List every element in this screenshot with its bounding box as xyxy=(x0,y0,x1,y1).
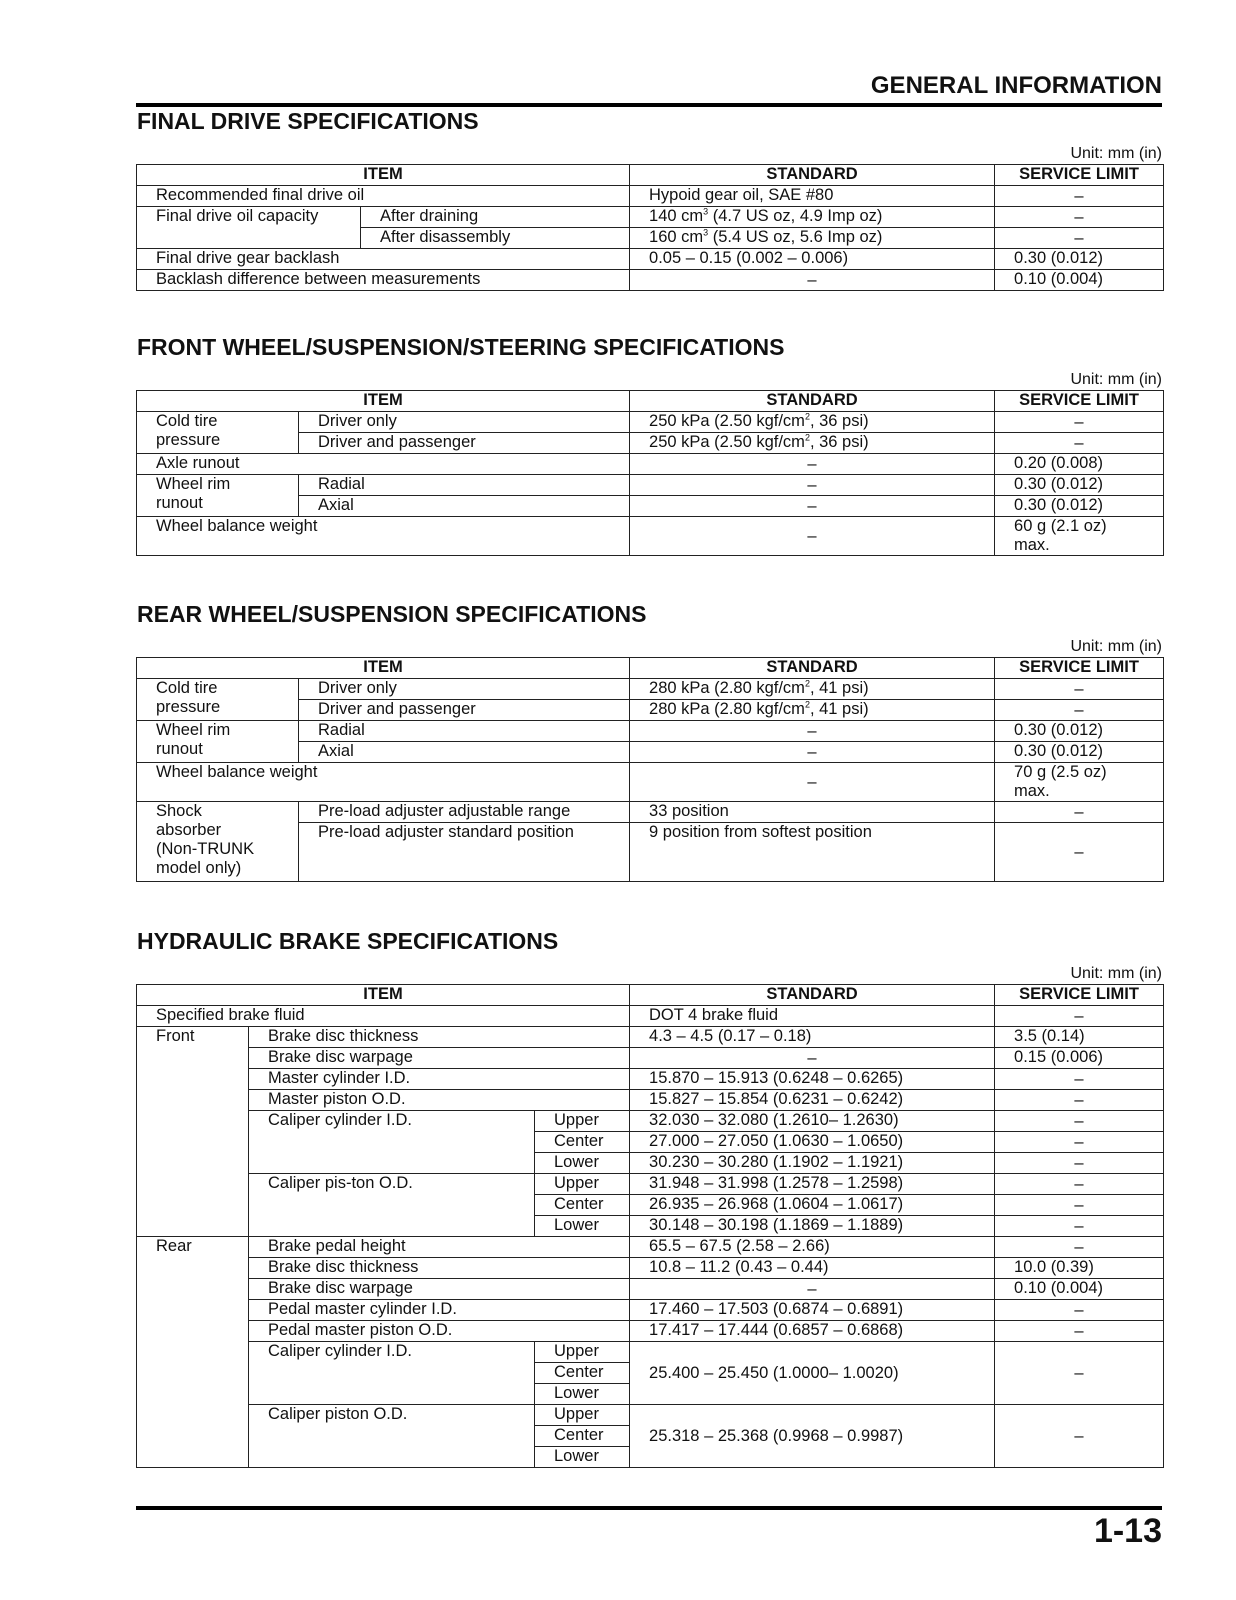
page-header-title: GENERAL INFORMATION xyxy=(870,72,1162,99)
table-row xyxy=(137,1342,1164,1363)
position-cell: Upper xyxy=(535,1111,630,1132)
item-cell: Pedal master piston O.D. xyxy=(249,1321,630,1342)
page-number: 1-13 xyxy=(1093,1512,1162,1550)
table-row xyxy=(137,475,1164,496)
standard-cell: 250 kPa (2.50 kgf/$cm^2$, 36 psi) xyxy=(630,433,995,454)
standard-cell: – xyxy=(630,1048,995,1069)
standard-cell: – xyxy=(630,721,995,742)
table-row xyxy=(137,1279,1164,1300)
limit-cell: 0.20 (0.008) xyxy=(995,454,1164,475)
front-wheel-table xyxy=(136,390,1164,556)
limit-cell: – xyxy=(995,802,1164,823)
sub-item-cell: Pre-load adjuster adjustable range xyxy=(299,802,630,823)
limit-cell: – xyxy=(995,1300,1164,1321)
table-row xyxy=(137,1258,1164,1279)
table-header-row xyxy=(137,165,1164,186)
sub-item-cell: Pre-load adjuster standard position xyxy=(299,823,630,882)
final-drive-title: FINAL DRIVE SPECIFICATIONS xyxy=(137,108,479,134)
limit-cell: – xyxy=(995,1111,1164,1132)
item-cell: Caliper cylinder I.D. xyxy=(249,1342,535,1405)
standard-cell: 17.417 – 17.444 (0.6857 – 0.6868) xyxy=(630,1321,995,1342)
standard-cell: 30.230 – 30.280 (1.1902 – 1.1921) xyxy=(630,1153,995,1174)
rear-wheel-table xyxy=(136,657,1164,882)
limit-cell: – xyxy=(995,1069,1164,1090)
standard-cell: – xyxy=(630,496,995,517)
col-standard: STANDARD xyxy=(630,658,995,679)
position-cell: Center xyxy=(535,1426,630,1447)
table-row xyxy=(137,270,1164,291)
limit-cell: 3.5 (0.14) xyxy=(995,1027,1164,1048)
footer-rule xyxy=(136,1506,1162,1510)
item-cell: Caliper pis-ton O.D. xyxy=(249,1174,535,1237)
item-cell: Caliper cylinder I.D. xyxy=(249,1111,535,1174)
limit-cell: 0.15 (0.006) xyxy=(995,1048,1164,1069)
limit-cell: – xyxy=(995,228,1164,249)
item-cell: Axle runout xyxy=(137,454,630,475)
standard-cell: 280 kPa (2.80 kgf/$cm^2$, 41 psi) xyxy=(630,679,995,700)
col-service-limit: SERVICE LIMIT xyxy=(995,658,1164,679)
standard-cell: 4.3 – 4.5 (0.17 – 0.18) xyxy=(630,1027,995,1048)
table-row xyxy=(137,802,1164,823)
table-row xyxy=(137,207,1164,228)
standard-cell: – xyxy=(630,1279,995,1300)
sub-item-cell: Driver only xyxy=(299,679,630,700)
limit-cell: – xyxy=(995,1195,1164,1216)
limit-cell: – xyxy=(995,1153,1164,1174)
table-row xyxy=(137,186,1164,207)
standard-cell: 250 kPa (2.50 kgf/$cm^2$, 36 psi) xyxy=(630,412,995,433)
limit-cell: – xyxy=(995,1342,1164,1405)
limit-cell: – xyxy=(995,679,1164,700)
standard-cell: DOT 4 brake fluid xyxy=(630,1006,995,1027)
limit-cell: 0.30 (0.012) xyxy=(995,742,1164,763)
sub-item-cell: After disassembly xyxy=(361,228,630,249)
table-row xyxy=(137,1237,1164,1258)
table-row xyxy=(137,1300,1164,1321)
standard-cell: 25.318 – 25.368 (0.9968 – 0.9987) xyxy=(630,1405,995,1468)
table-row xyxy=(137,1069,1164,1090)
sub-item-cell: Axial xyxy=(299,496,630,517)
header-rule xyxy=(136,103,1162,107)
col-item: ITEM xyxy=(137,985,630,1006)
standard-cell: 27.000 – 27.050 (1.0630 – 1.0650) xyxy=(630,1132,995,1153)
standard-cell: 9 position from softest position xyxy=(630,823,995,882)
position-cell: Upper xyxy=(535,1174,630,1195)
limit-cell: – xyxy=(995,1174,1164,1195)
col-item: ITEM xyxy=(137,391,630,412)
limit-cell: – xyxy=(995,1237,1164,1258)
item-cell: Cold tire pressure xyxy=(137,679,299,721)
table-row xyxy=(137,412,1164,433)
table-row xyxy=(137,1090,1164,1111)
limit-cell: – xyxy=(995,412,1164,433)
limit-cell: – xyxy=(995,1090,1164,1111)
standard-cell: 15.870 – 15.913 (0.6248 – 0.6265) xyxy=(630,1069,995,1090)
limit-cell: – xyxy=(995,700,1164,721)
position-cell: Lower xyxy=(535,1216,630,1237)
item-cell: Brake disc warpage xyxy=(249,1048,630,1069)
standard-cell: 33 position xyxy=(630,802,995,823)
item-cell: Pedal master cylinder I.D. xyxy=(249,1300,630,1321)
table-row xyxy=(137,1405,1164,1426)
table-header-row xyxy=(137,985,1164,1006)
col-service-limit: SERVICE LIMIT xyxy=(995,165,1164,186)
limit-cell: – xyxy=(995,1405,1164,1468)
col-service-limit: SERVICE LIMIT xyxy=(995,985,1164,1006)
item-cell: Master piston O.D. xyxy=(249,1090,630,1111)
limit-cell: 0.30 (0.012) xyxy=(995,721,1164,742)
table-header-row xyxy=(137,658,1164,679)
position-cell: Upper xyxy=(535,1342,630,1363)
position-cell: Upper xyxy=(535,1405,630,1426)
item-cell: Caliper piston O.D. xyxy=(249,1405,535,1468)
position-cell: Lower xyxy=(535,1384,630,1405)
sub-item-cell: After draining xyxy=(361,207,630,228)
limit-cell: – xyxy=(995,823,1164,882)
limit-cell: 60 g (2.1 oz) max. xyxy=(995,517,1164,556)
limit-cell: 0.30 (0.012) xyxy=(995,496,1164,517)
standard-cell: – xyxy=(630,270,995,291)
col-service-limit: SERVICE LIMIT xyxy=(995,391,1164,412)
standard-cell: 65.5 – 67.5 (2.58 – 2.66) xyxy=(630,1237,995,1258)
table-row xyxy=(137,721,1164,742)
position-cell: Lower xyxy=(535,1447,630,1468)
standard-cell: 17.460 – 17.503 (0.6874 – 0.6891) xyxy=(630,1300,995,1321)
col-standard: STANDARD xyxy=(630,391,995,412)
item-cell: Brake disc thickness xyxy=(249,1027,630,1048)
item-cell: Final drive gear backlash xyxy=(137,249,630,270)
standard-cell: – xyxy=(630,517,995,556)
standard-cell: – xyxy=(630,763,995,802)
table-row xyxy=(137,1006,1164,1027)
item-cell: Brake disc warpage xyxy=(249,1279,630,1300)
table-row xyxy=(137,1048,1164,1069)
table-header-row xyxy=(137,391,1164,412)
limit-cell: – xyxy=(995,1321,1164,1342)
sub-item-cell: Radial xyxy=(299,475,630,496)
sub-item-cell: Axial xyxy=(299,742,630,763)
standard-cell: – xyxy=(630,475,995,496)
item-cell: Brake pedal height xyxy=(249,1237,630,1258)
standard-cell: 160 $cm^3$ (5.4 US oz, 5.6 Imp oz) xyxy=(630,228,995,249)
standard-cell: 25.400 – 25.450 (1.0000– 1.0020) xyxy=(630,1342,995,1405)
standard-cell: 0.05 – 0.15 (0.002 – 0.006) xyxy=(630,249,995,270)
table-row xyxy=(137,517,1164,556)
standard-cell: 140 $cm^3$ (4.7 US oz, 4.9 Imp oz) xyxy=(630,207,995,228)
item-cell: Backlash difference between measurements xyxy=(137,270,630,291)
item-cell: Wheel balance weight xyxy=(137,763,630,802)
item-cell: Recommended final drive oil xyxy=(137,186,630,207)
table-row xyxy=(137,1321,1164,1342)
standard-cell: 30.148 – 30.198 (1.1869 – 1.1889) xyxy=(630,1216,995,1237)
col-standard: STANDARD xyxy=(630,165,995,186)
position-cell: Center xyxy=(535,1132,630,1153)
sub-item-cell: Radial xyxy=(299,721,630,742)
standard-cell: Hypoid gear oil, SAE #80 xyxy=(630,186,995,207)
rear-wheel-title: REAR WHEEL/SUSPENSION SPECIFICATIONS xyxy=(137,601,647,627)
brake-title: HYDRAULIC BRAKE SPECIFICATIONS xyxy=(137,928,559,954)
standard-cell: 31.948 – 31.998 (1.2578 – 1.2598) xyxy=(630,1174,995,1195)
limit-cell: 70 g (2.5 oz) max. xyxy=(995,763,1164,802)
unit-label: Unit: mm (in) xyxy=(1070,371,1162,388)
unit-label: Unit: mm (in) xyxy=(1070,145,1162,162)
item-cell: Cold tire pressure xyxy=(137,412,299,454)
brake-table xyxy=(136,984,1164,1468)
standard-cell: 26.935 – 26.968 (1.0604 – 1.0617) xyxy=(630,1195,995,1216)
table-row xyxy=(137,1174,1164,1195)
standard-cell: 10.8 – 11.2 (0.43 – 0.44) xyxy=(630,1258,995,1279)
item-cell: Specified brake fluid xyxy=(137,1006,630,1027)
limit-cell: 0.10 (0.004) xyxy=(995,1279,1164,1300)
standard-cell: – xyxy=(630,742,995,763)
item-cell: Wheel balance weight xyxy=(137,517,630,556)
limit-cell: – xyxy=(995,207,1164,228)
table-row xyxy=(137,1027,1164,1048)
limit-cell: – xyxy=(995,1132,1164,1153)
limit-cell: – xyxy=(995,1006,1164,1027)
item-cell: Wheel rim runout xyxy=(137,721,299,763)
limit-cell: – xyxy=(995,186,1164,207)
limit-cell: 0.10 (0.004) xyxy=(995,270,1164,291)
col-standard: STANDARD xyxy=(630,985,995,1006)
sub-item-cell: Driver and passenger xyxy=(299,700,630,721)
unit-label: Unit: mm (in) xyxy=(1070,965,1162,982)
standard-cell: – xyxy=(630,454,995,475)
limit-cell: 10.0 (0.39) xyxy=(995,1258,1164,1279)
group-rear: Rear xyxy=(137,1237,249,1468)
table-row xyxy=(137,763,1164,802)
item-cell: Master cylinder I.D. xyxy=(249,1069,630,1090)
limit-cell: 0.30 (0.012) xyxy=(995,475,1164,496)
standard-cell: 15.827 – 15.854 (0.6231 – 0.6242) xyxy=(630,1090,995,1111)
front-wheel-title: FRONT WHEEL/SUSPENSION/STEERING SPECIFICATIONS xyxy=(137,334,785,360)
sub-item-cell: Driver only xyxy=(299,412,630,433)
item-cell: Brake disc thickness xyxy=(249,1258,630,1279)
position-cell: Center xyxy=(535,1363,630,1384)
item-cell: Shock absorber (Non-TRUNK model only) xyxy=(137,802,299,882)
standard-cell: 280 kPa (2.80 kgf/$cm^2$, 41 psi) xyxy=(630,700,995,721)
col-item: ITEM xyxy=(137,658,630,679)
table-row xyxy=(137,1111,1164,1132)
table-row xyxy=(137,454,1164,475)
item-cell: Wheel rim runout xyxy=(137,475,299,517)
position-cell: Lower xyxy=(535,1153,630,1174)
sub-item-cell: Driver and passenger xyxy=(299,433,630,454)
item-cell: Final drive oil capacity xyxy=(137,207,361,249)
final-drive-table xyxy=(136,164,1164,291)
table-row xyxy=(137,249,1164,270)
limit-cell: 0.30 (0.012) xyxy=(995,249,1164,270)
group-front: Front xyxy=(137,1027,249,1237)
table-row xyxy=(137,679,1164,700)
limit-cell: – xyxy=(995,433,1164,454)
position-cell: Center xyxy=(535,1195,630,1216)
unit-label: Unit: mm (in) xyxy=(1070,638,1162,655)
limit-cell: – xyxy=(995,1216,1164,1237)
col-item: ITEM xyxy=(137,165,630,186)
standard-cell: 32.030 – 32.080 (1.2610– 1.2630) xyxy=(630,1111,995,1132)
